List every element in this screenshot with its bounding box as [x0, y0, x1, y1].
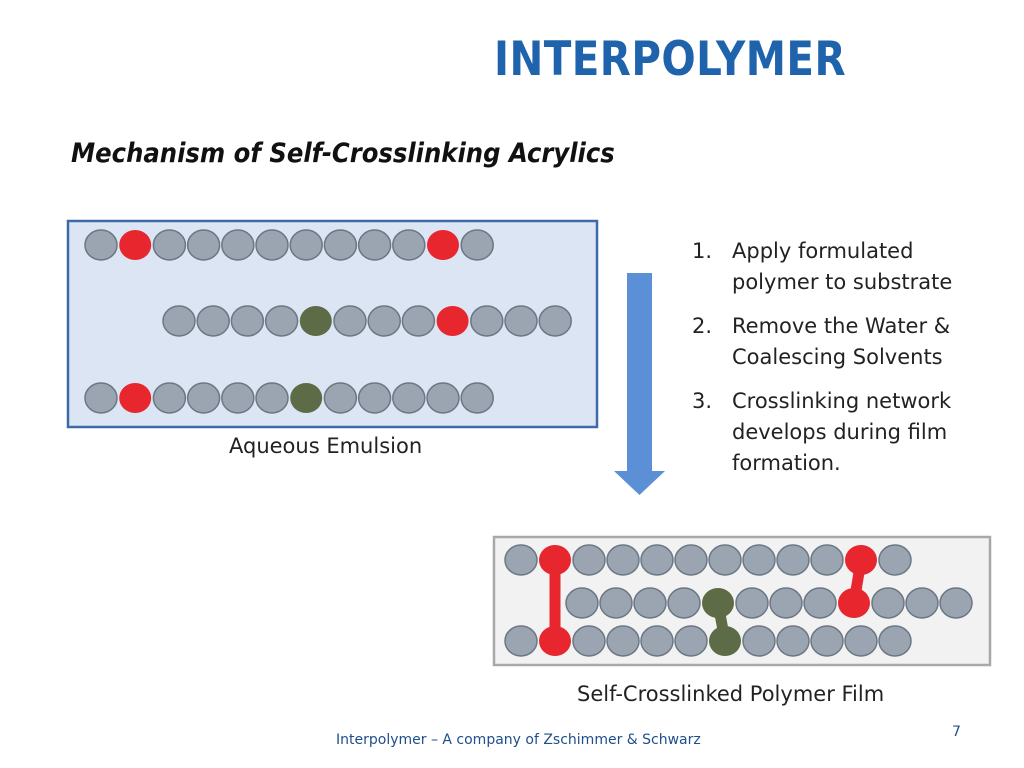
film-monomer-bead	[770, 588, 802, 618]
film-monomer-bead	[879, 545, 911, 575]
film-green-reactive-bead	[702, 588, 734, 618]
slide-title: Mechanism of Self-Crosslinking Acrylics	[71, 138, 615, 169]
interpolymer-logo: INTERPOLYMER	[494, 32, 847, 87]
emulsion-monomer-bead	[359, 383, 391, 413]
film-monomer-bead	[906, 588, 938, 618]
emulsion-monomer-bead	[290, 230, 322, 260]
step-item-3	[692, 386, 992, 479]
film-red-reactive-bead	[838, 588, 870, 618]
emulsion-monomer-bead	[197, 306, 229, 336]
emulsion-monomer-bead	[324, 230, 356, 260]
emulsion-red-reactive-bead	[119, 383, 151, 413]
emulsion-red-reactive-bead	[119, 230, 151, 260]
emulsion-monomer-bead	[153, 383, 185, 413]
film-monomer-bead	[505, 626, 537, 656]
film-monomer-bead	[736, 588, 768, 618]
film-monomer-bead	[743, 545, 775, 575]
step-number: 3.	[692, 389, 713, 413]
emulsion-monomer-bead	[368, 306, 400, 336]
film-monomer-bead	[607, 626, 639, 656]
step-text: Apply formulated polymer to substrate	[732, 239, 953, 294]
emulsion-monomer-bead	[222, 230, 254, 260]
process-steps-list	[692, 236, 992, 492]
film-monomer-bead	[607, 545, 639, 575]
film-monomer-bead	[641, 626, 673, 656]
film-monomer-bead	[566, 588, 598, 618]
film-monomer-bead	[675, 545, 707, 575]
emulsion-green-reactive-bead	[300, 306, 332, 336]
film-monomer-bead	[743, 626, 775, 656]
emulsion-monomer-bead	[188, 230, 220, 260]
emulsion-monomer-bead	[163, 306, 195, 336]
film-green-reactive-bead	[709, 626, 741, 656]
emulsion-monomer-bead	[222, 383, 254, 413]
emulsion-monomer-bead	[505, 306, 537, 336]
film-monomer-bead	[634, 588, 666, 618]
emulsion-green-reactive-bead	[290, 383, 322, 413]
emulsion-monomer-bead	[359, 230, 391, 260]
film-monomer-bead	[573, 626, 605, 656]
emulsion-caption: Aqueous Emulsion	[229, 434, 423, 458]
film-monomer-bead	[573, 545, 605, 575]
page-number: 7	[952, 724, 961, 740]
emulsion-monomer-bead	[231, 306, 263, 336]
film-monomer-bead	[777, 626, 809, 656]
emulsion-red-reactive-bead	[437, 306, 469, 336]
film-red-reactive-bead	[539, 626, 571, 656]
emulsion-monomer-bead	[402, 306, 434, 336]
film-monomer-bead	[872, 588, 904, 618]
film-monomer-bead	[879, 626, 911, 656]
film-monomer-bead	[505, 545, 537, 575]
step-text: Remove the Water & Coalescing Solvents	[732, 314, 951, 369]
emulsion-monomer-bead	[324, 383, 356, 413]
film-monomer-bead	[940, 588, 972, 618]
film-monomer-bead	[709, 545, 741, 575]
step-number: 2.	[692, 314, 713, 338]
film-monomer-bead	[777, 545, 809, 575]
film-monomer-bead	[675, 626, 707, 656]
film-monomer-bead	[845, 626, 877, 656]
emulsion-monomer-bead	[153, 230, 185, 260]
footer-text: Interpolymer – A company of Zschimmer & Schwarz	[336, 732, 701, 748]
film-red-reactive-bead	[845, 545, 877, 575]
emulsion-monomer-bead	[266, 306, 298, 336]
emulsion-monomer-bead	[256, 383, 288, 413]
emulsion-monomer-bead	[461, 230, 493, 260]
step-item-1	[692, 236, 992, 298]
emulsion-monomer-bead	[85, 230, 117, 260]
film-monomer-bead	[811, 626, 843, 656]
film-chains	[505, 545, 972, 656]
emulsion-monomer-bead	[461, 383, 493, 413]
emulsion-monomer-bead	[85, 383, 117, 413]
film-monomer-bead	[811, 545, 843, 575]
film-monomer-bead	[668, 588, 700, 618]
emulsion-monomer-bead	[539, 306, 571, 336]
film-red-reactive-bead	[539, 545, 571, 575]
emulsion-monomer-bead	[334, 306, 366, 336]
emulsion-monomer-bead	[471, 306, 503, 336]
step-number: 1.	[692, 239, 713, 263]
film-monomer-bead	[641, 545, 673, 575]
film-monomer-bead	[600, 588, 632, 618]
emulsion-monomer-bead	[427, 383, 459, 413]
emulsion-monomer-bead	[393, 230, 425, 260]
step-item-2	[692, 311, 992, 373]
film-monomer-bead	[804, 588, 836, 618]
emulsion-red-reactive-bead	[427, 230, 459, 260]
process-down-arrow	[614, 273, 665, 495]
step-text: Crosslinking network develops during film formation.	[732, 389, 952, 475]
emulsion-monomer-bead	[393, 383, 425, 413]
emulsion-monomer-bead	[256, 230, 288, 260]
emulsion-monomer-bead	[188, 383, 220, 413]
film-caption: Self-Crosslinked Polymer Film	[577, 682, 885, 706]
